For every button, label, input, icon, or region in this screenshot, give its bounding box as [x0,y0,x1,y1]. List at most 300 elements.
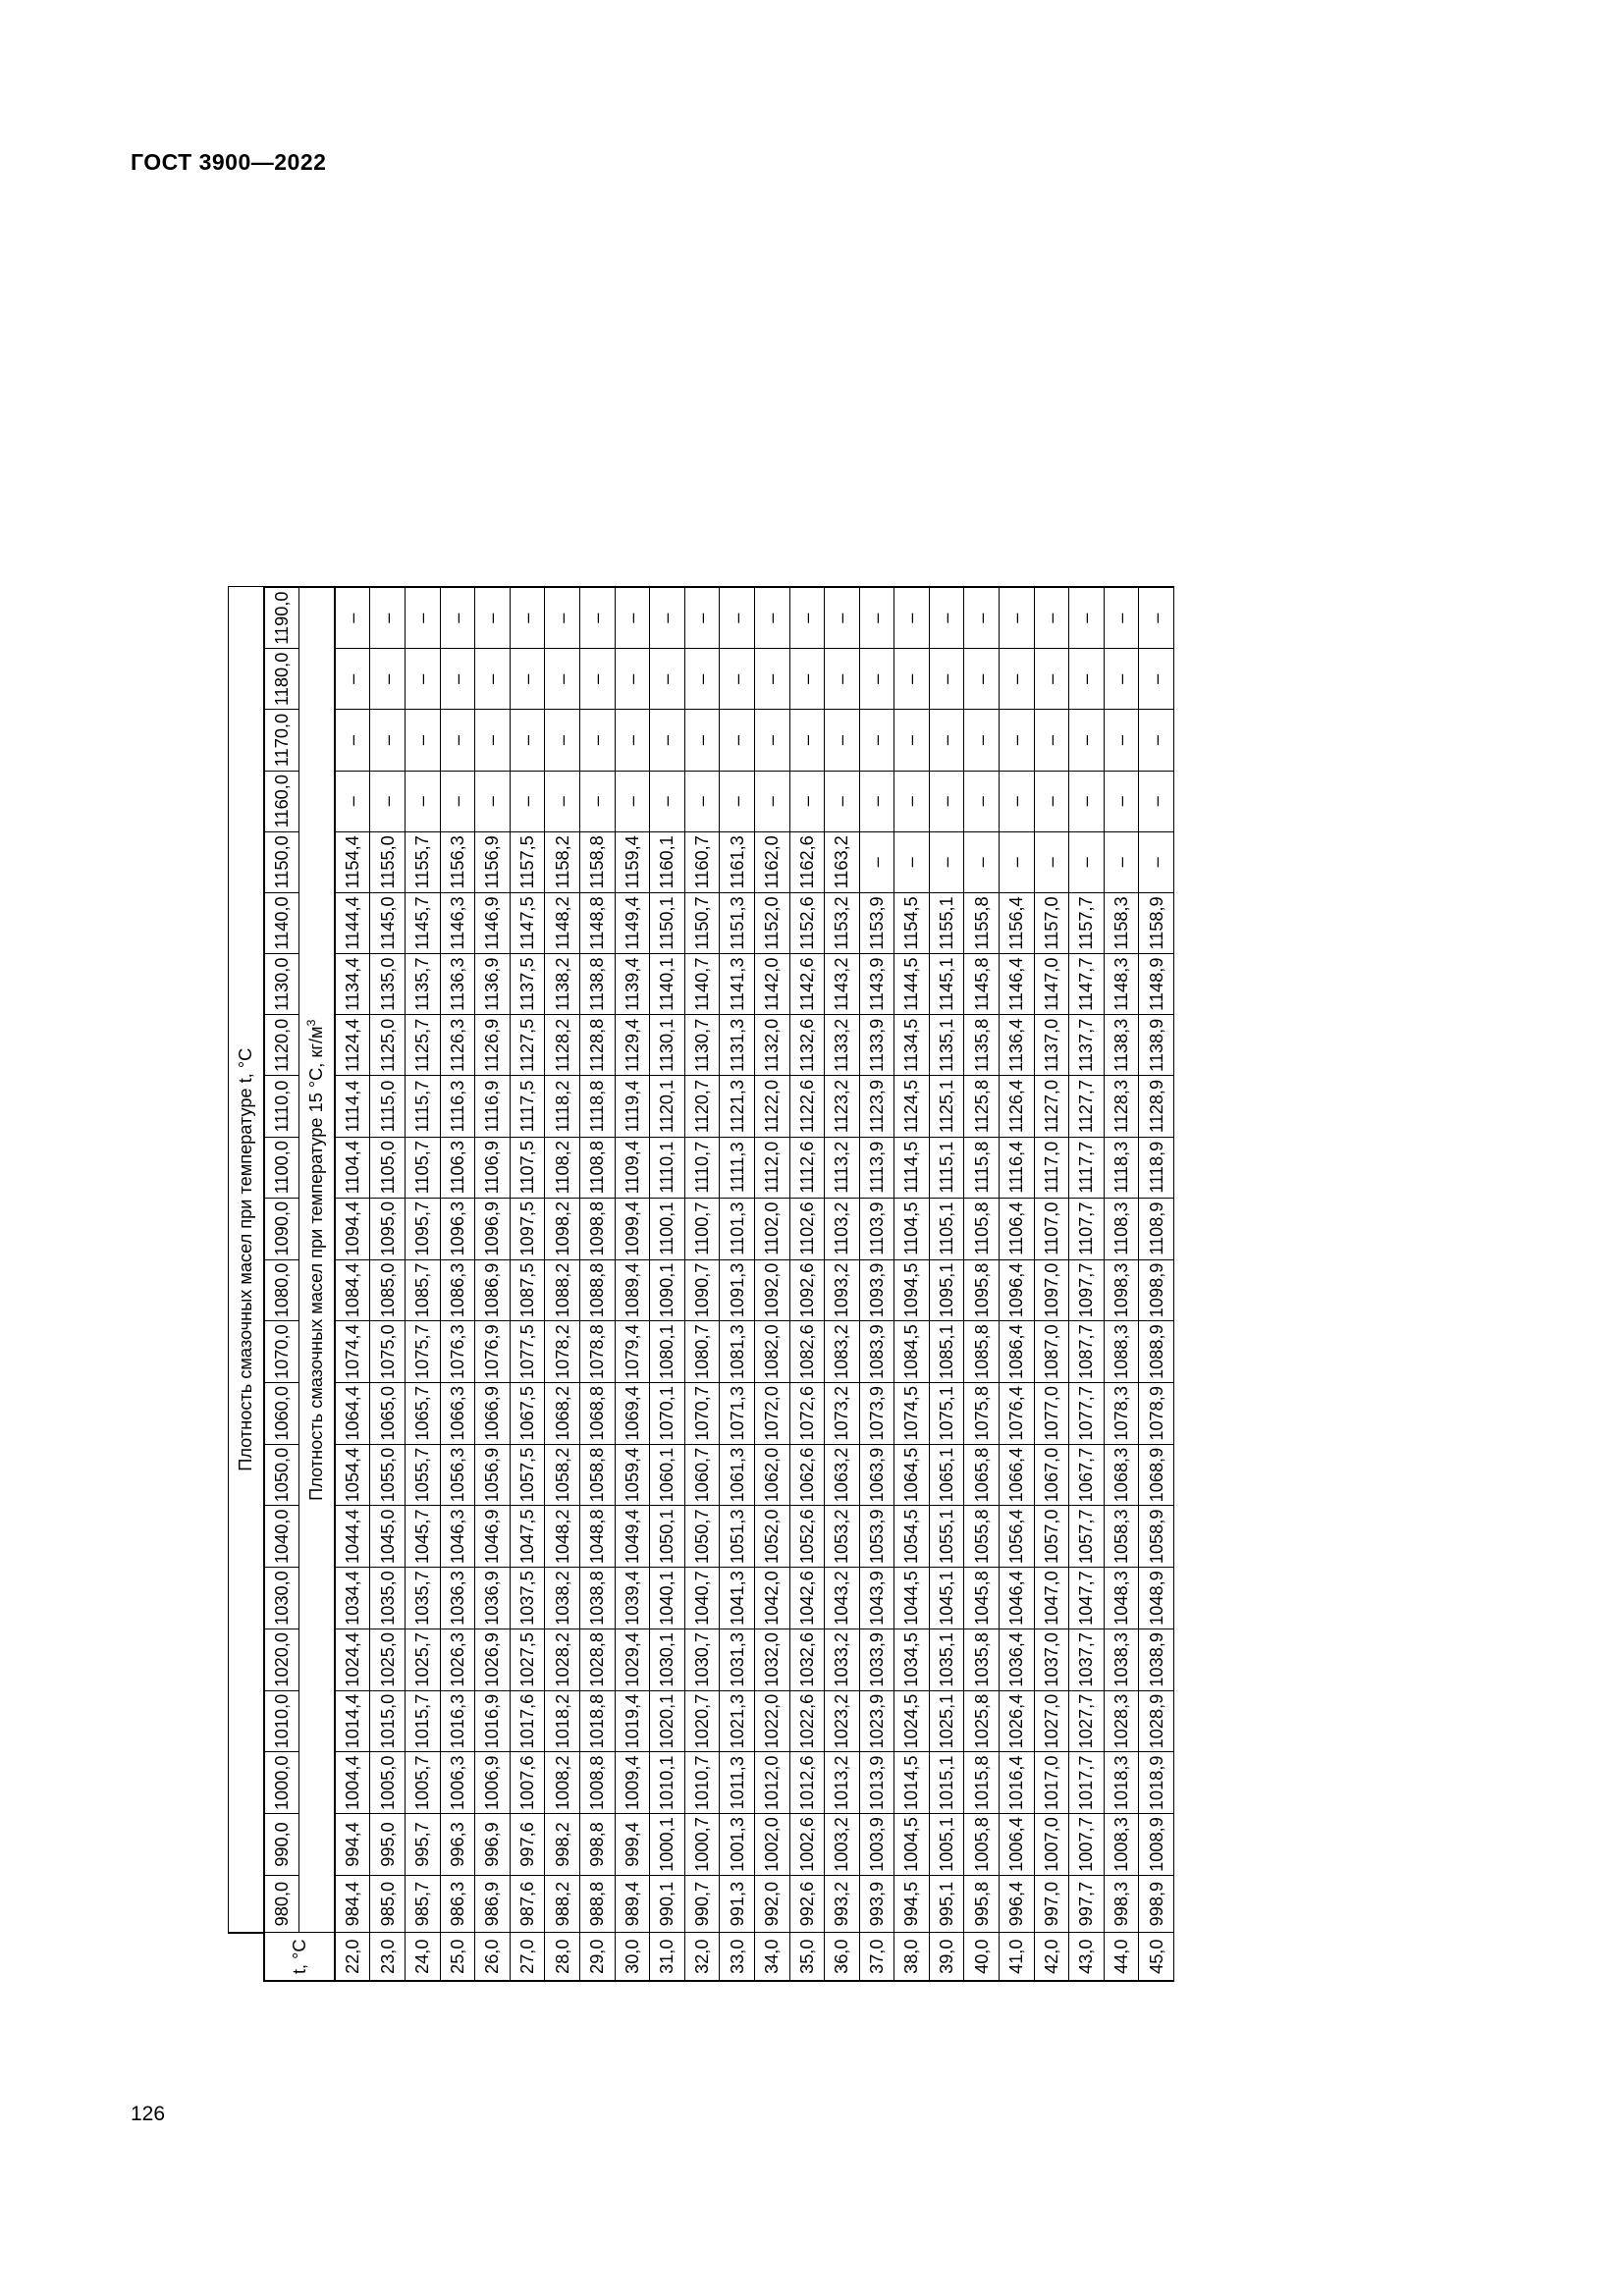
cell-density: 1152,0 [754,892,789,953]
cell-empty: – [720,710,755,771]
group-header-top: Плотность смазочных масел при температуре t, °C [229,587,264,1933]
cell-density: 1020,7 [684,1690,720,1752]
table-row [335,587,370,1981]
cell-density: 1127,0 [1034,1076,1069,1137]
cell-density: 1008,3 [1104,1814,1139,1876]
row-temperature: 27,0 [510,1933,545,1981]
cell-density: 1143,2 [825,954,860,1015]
cell-density: 1158,3 [1104,892,1139,953]
cell-density: 1018,2 [545,1690,580,1752]
cell-density: 1118,9 [1139,1137,1174,1198]
cell-empty: – [1139,587,1174,649]
cell-density: 1102,0 [754,1198,789,1259]
cell-density: 1102,6 [789,1198,825,1259]
cell-density: 990,7 [684,1875,720,1933]
cell-density: 1042,6 [789,1568,825,1629]
cell-empty: – [859,771,894,831]
cell-empty: – [894,831,930,892]
cell-density: 1022,0 [754,1690,789,1752]
cell-empty: – [1139,771,1174,831]
cell-density: 1050,1 [650,1506,685,1568]
cell-density: 1147,7 [1069,954,1105,1015]
cell-density: 1108,3 [1104,1198,1139,1259]
cell-density: 1065,8 [964,1444,1000,1506]
cell-density: 1002,0 [754,1814,789,1876]
cell-density: 1006,4 [1000,1814,1035,1876]
cell-density: 1153,2 [825,892,860,953]
cell-density: 998,3 [1104,1875,1139,1933]
cell-density: 1051,3 [720,1506,755,1568]
cell-density: 1031,3 [720,1629,755,1690]
cell-density: 1086,3 [440,1259,475,1321]
cell-density: 1065,7 [405,1382,440,1444]
cell-density: 1144,4 [335,892,370,953]
cell-empty: – [859,831,894,892]
cell-density: 1131,3 [720,1015,755,1076]
cell-density: 1008,9 [1139,1814,1174,1876]
cell-empty: – [1000,710,1035,771]
cell-density: 1088,8 [579,1259,615,1321]
cell-density: 1122,6 [789,1076,825,1137]
row-temperature: 22,0 [335,1933,370,1981]
cell-density: 1054,5 [894,1506,930,1568]
cell-density: 1145,8 [964,954,1000,1015]
table-row [720,587,755,1981]
cell-density: 1015,8 [964,1752,1000,1814]
cell-density: 1098,3 [1104,1259,1139,1321]
cell-density: 1070,1 [650,1382,685,1444]
column-header: 1060,0 [264,1382,299,1444]
cell-density: 1075,7 [405,1321,440,1383]
cell-density: 1041,3 [720,1568,755,1629]
column-header: 1190,0 [264,587,299,649]
cell-empty: – [335,710,370,771]
cell-empty: – [754,587,789,649]
cell-density: 1037,5 [510,1568,545,1629]
cell-density: 1073,9 [859,1382,894,1444]
cell-density: 1029,4 [615,1629,650,1690]
cell-density: 1111,3 [720,1137,755,1198]
density-table [228,586,1174,1982]
cell-density: 1035,7 [405,1568,440,1629]
cell-density: 1108,9 [1139,1198,1174,1259]
cell-density: 1056,4 [1000,1506,1035,1568]
cell-density: 1125,8 [964,1076,1000,1137]
cell-empty: – [964,831,1000,892]
cell-density: 1115,8 [964,1137,1000,1198]
cell-density: 1118,3 [1104,1137,1139,1198]
column-header: 1120,0 [264,1015,299,1076]
cell-density: 1017,0 [1034,1752,1069,1814]
cell-empty: – [684,710,720,771]
cell-density: 1061,3 [720,1444,755,1506]
standard-header: ГОСТ 3900—2022 [131,149,327,175]
cell-density: 1138,8 [579,954,615,1015]
cell-density: 1128,9 [1139,1076,1174,1137]
cell-empty: – [789,771,825,831]
cell-density: 1096,9 [475,1198,511,1259]
row-temperature: 45,0 [1139,1933,1174,1981]
cell-density: 1076,9 [475,1321,511,1383]
cell-empty: – [684,587,720,649]
cell-density: 1094,4 [335,1198,370,1259]
cell-density: 1065,0 [370,1382,406,1444]
cell-density: 1086,4 [1000,1321,1035,1383]
cell-density: 1034,5 [894,1629,930,1690]
cell-density: 1028,9 [1139,1690,1174,1752]
cell-empty: – [335,587,370,649]
cell-empty: – [929,771,964,831]
table-body [335,587,1174,1981]
cell-density: 987,6 [510,1875,545,1933]
cell-empty: – [964,710,1000,771]
table-row [684,587,720,1981]
cell-density: 1138,9 [1139,1015,1174,1076]
cell-density: 1001,3 [720,1814,755,1876]
cell-density: 1143,9 [859,954,894,1015]
cell-density: 1081,3 [720,1321,755,1383]
cell-density: 1154,4 [335,831,370,892]
cell-density: 1150,1 [650,892,685,953]
cell-density: 1054,4 [335,1444,370,1506]
cell-density: 1035,0 [370,1568,406,1629]
cell-empty: – [440,710,475,771]
cell-density: 1137,0 [1034,1015,1069,1076]
cell-density: 1025,0 [370,1629,406,1690]
cell-density: 1162,0 [754,831,789,892]
table-row [1069,587,1105,1981]
cell-density: 1129,4 [615,1015,650,1076]
column-header: 1110,0 [264,1076,299,1137]
cell-empty: – [405,649,440,710]
cell-density: 1024,4 [335,1629,370,1690]
cell-density: 1088,9 [1139,1321,1174,1383]
cell-density: 1020,1 [650,1690,685,1752]
cell-empty: – [754,649,789,710]
cell-density: 1146,9 [475,892,511,953]
cell-density: 1005,7 [405,1752,440,1814]
cell-empty: – [825,587,860,649]
cell-empty: – [1034,649,1069,710]
cell-density: 1126,4 [1000,1076,1035,1137]
cell-density: 995,0 [370,1814,406,1876]
cell-density: 1093,2 [825,1259,860,1321]
cell-density: 992,6 [789,1875,825,1933]
cell-density: 1004,5 [894,1814,930,1876]
cell-density: 1026,4 [1000,1690,1035,1752]
rotated-table-container [228,586,1174,1982]
cell-density: 994,4 [335,1814,370,1876]
cell-density: 1028,3 [1104,1690,1139,1752]
cell-density: 1084,4 [335,1259,370,1321]
cell-density: 995,1 [929,1875,964,1933]
cell-density: 988,2 [545,1875,580,1933]
cell-density: 1108,2 [545,1137,580,1198]
cell-density: 1067,7 [1069,1444,1105,1506]
cell-density: 1025,7 [405,1629,440,1690]
cell-density: 1040,1 [650,1568,685,1629]
cell-density: 1021,3 [720,1690,755,1752]
cell-density: 1046,4 [1000,1568,1035,1629]
cell-density: 1087,5 [510,1259,545,1321]
cell-density: 1012,0 [754,1752,789,1814]
cell-density: 1053,2 [825,1506,860,1568]
cell-density: 1019,4 [615,1690,650,1752]
table-row [964,587,1000,1981]
cell-density: 1060,7 [684,1444,720,1506]
cell-density: 1120,7 [684,1076,720,1137]
cell-empty: – [1104,831,1139,892]
cell-density: 1068,2 [545,1382,580,1444]
cell-density: 1018,8 [579,1690,615,1752]
cell-density: 1095,8 [964,1259,1000,1321]
cell-density: 995,7 [405,1814,440,1876]
row-temperature: 39,0 [929,1933,964,1981]
cell-density: 1070,7 [684,1382,720,1444]
row-temperature: 30,0 [615,1933,650,1981]
cell-density: 1156,3 [440,831,475,892]
cell-density: 1116,9 [475,1076,511,1137]
cell-density: 1128,2 [545,1015,580,1076]
cell-empty: – [1034,771,1069,831]
cell-empty: – [615,649,650,710]
cell-density: 1033,2 [825,1629,860,1690]
cell-empty: – [440,649,475,710]
cell-density: 1140,1 [650,954,685,1015]
cell-density: 1134,5 [894,1015,930,1076]
cell-density: 1073,2 [825,1382,860,1444]
column-header: 1130,0 [264,954,299,1015]
cell-density: 1000,7 [684,1814,720,1876]
table-row [859,587,894,1981]
table-head [229,587,335,1981]
cell-density: 1066,9 [475,1382,511,1444]
group-header-sub-exponent: 3 [304,1019,319,1027]
row-temperature: 26,0 [475,1933,511,1981]
cell-density: 1013,9 [859,1752,894,1814]
table-row [545,587,580,1981]
cell-density: 1063,2 [825,1444,860,1506]
cell-empty: – [370,649,406,710]
cell-density: 1066,3 [440,1382,475,1444]
cell-density: 1093,9 [859,1259,894,1321]
cell-density: 1107,0 [1034,1198,1069,1259]
cell-empty: – [370,710,406,771]
row-temperature: 32,0 [684,1933,720,1981]
cell-density: 1074,5 [894,1382,930,1444]
cell-density: 1104,5 [894,1198,930,1259]
cell-empty: – [720,771,755,831]
table-row [894,587,930,1981]
cell-density: 1153,9 [859,892,894,953]
cell-empty: – [335,771,370,831]
cell-density: 1050,7 [684,1506,720,1568]
cell-density: 1122,0 [754,1076,789,1137]
cell-empty: – [1000,771,1035,831]
group-header-sub [299,587,335,1933]
cell-density: 1004,4 [335,1752,370,1814]
cell-density: 997,6 [510,1814,545,1876]
cell-density: 995,8 [964,1875,1000,1933]
cell-empty: – [1000,831,1035,892]
cell-empty: – [720,587,755,649]
cell-density: 1106,9 [475,1137,511,1198]
cell-density: 1037,0 [1034,1629,1069,1690]
cell-density: 1092,0 [754,1259,789,1321]
cell-empty: – [370,771,406,831]
table-head-row-subgroup [299,587,335,1981]
row-temperature: 29,0 [579,1933,615,1981]
cell-density: 1030,1 [650,1629,685,1690]
cell-density: 1018,3 [1104,1752,1139,1814]
cell-empty: – [440,771,475,831]
cell-density: 1010,1 [650,1752,685,1814]
cell-density: 1130,1 [650,1015,685,1076]
cell-density: 1125,7 [405,1015,440,1076]
cell-density: 1074,4 [335,1321,370,1383]
cell-density: 1066,4 [1000,1444,1035,1506]
cell-density: 1007,0 [1034,1814,1069,1876]
cell-density: 1014,4 [335,1690,370,1752]
cell-density: 1046,3 [440,1506,475,1568]
cell-density: 1097,0 [1034,1259,1069,1321]
cell-density: 996,3 [440,1814,475,1876]
cell-density: 1036,4 [1000,1629,1035,1690]
cell-density: 1032,6 [789,1629,825,1690]
cell-empty: – [1139,831,1174,892]
cell-density: 1058,9 [1139,1506,1174,1568]
cell-density: 1133,2 [825,1015,860,1076]
row-temperature: 38,0 [894,1933,930,1981]
table-row [1000,587,1035,1981]
cell-density: 1077,0 [1034,1382,1069,1444]
cell-density: 1024,5 [894,1690,930,1752]
cell-empty: – [440,587,475,649]
table-row [789,587,825,1981]
cell-empty: – [545,771,580,831]
cell-empty: – [1069,649,1105,710]
cell-empty: – [859,649,894,710]
cell-density: 1077,5 [510,1321,545,1383]
cell-density: 1124,4 [335,1015,370,1076]
cell-density: 1142,0 [754,954,789,1015]
cell-density: 1045,1 [929,1568,964,1629]
cell-density: 1056,3 [440,1444,475,1506]
cell-density: 1108,8 [579,1137,615,1198]
table-head-row-columns [264,587,299,1981]
cell-density: 1003,9 [859,1814,894,1876]
cell-density: 994,5 [894,1875,930,1933]
cell-empty: – [789,587,825,649]
cell-empty: – [475,771,511,831]
cell-density: 1048,8 [579,1506,615,1568]
cell-empty: – [545,587,580,649]
cell-density: 988,8 [579,1875,615,1933]
cell-density: 1068,9 [1139,1444,1174,1506]
cell-density: 1126,9 [475,1015,511,1076]
cell-density: 1038,3 [1104,1629,1139,1690]
cell-density: 1135,7 [405,954,440,1015]
cell-density: 1135,1 [929,1015,964,1076]
cell-density: 1127,5 [510,1015,545,1076]
column-header: 1150,0 [264,831,299,892]
cell-density: 1057,5 [510,1444,545,1506]
table-row [510,587,545,1981]
cell-density: 1016,9 [475,1690,511,1752]
cell-density: 1058,3 [1104,1506,1139,1568]
cell-density: 1118,2 [545,1076,580,1137]
cell-density: 1084,5 [894,1321,930,1383]
column-header: 990,0 [264,1814,299,1876]
cell-density: 1072,0 [754,1382,789,1444]
column-header: 980,0 [264,1875,299,1933]
cell-density: 1030,7 [684,1629,720,1690]
cell-empty: – [405,710,440,771]
cell-density: 1137,5 [510,954,545,1015]
cell-density: 1116,4 [1000,1137,1035,1198]
cell-empty: – [1000,649,1035,710]
cell-empty: – [1139,649,1174,710]
cell-density: 1155,7 [405,831,440,892]
cell-empty: – [1139,710,1174,771]
cell-empty: – [510,649,545,710]
cell-density: 1114,5 [894,1137,930,1198]
cell-density: 1142,6 [789,954,825,1015]
cell-density: 1136,9 [475,954,511,1015]
cell-density: 1135,0 [370,954,406,1015]
cell-density: 1068,8 [579,1382,615,1444]
cell-density: 1006,9 [475,1752,511,1814]
row-temperature: 25,0 [440,1933,475,1981]
cell-density: 1026,3 [440,1629,475,1690]
cell-density: 1155,0 [370,831,406,892]
cell-density: 1013,2 [825,1752,860,1814]
cell-density: 1047,7 [1069,1568,1105,1629]
cell-density: 1039,4 [615,1568,650,1629]
cell-empty: – [894,649,930,710]
cell-density: 986,3 [440,1875,475,1933]
cell-density: 1123,9 [859,1076,894,1137]
cell-density: 1075,0 [370,1321,406,1383]
cell-density: 1136,4 [1000,1015,1035,1076]
cell-empty: – [475,649,511,710]
cell-density: 998,8 [579,1814,615,1876]
cell-density: 1115,0 [370,1076,406,1137]
cell-empty: – [510,587,545,649]
cell-density: 1110,1 [650,1137,685,1198]
cell-density: 1138,2 [545,954,580,1015]
cell-density: 1146,3 [440,892,475,953]
cell-density: 1009,4 [615,1752,650,1814]
cell-density: 1037,7 [1069,1629,1105,1690]
cell-density: 1052,0 [754,1506,789,1568]
table-row [1104,587,1139,1981]
cell-density: 1124,5 [894,1076,930,1137]
cell-density: 1147,5 [510,892,545,953]
cell-density: 1016,4 [1000,1752,1035,1814]
cell-density: 1098,2 [545,1198,580,1259]
cell-density: 1094,5 [894,1259,930,1321]
cell-density: 1053,9 [859,1506,894,1568]
cell-density: 998,9 [1139,1875,1174,1933]
cell-empty: – [1034,587,1069,649]
cell-density: 1117,5 [510,1076,545,1137]
cell-density: 1098,9 [1139,1259,1174,1321]
row-temperature: 28,0 [545,1933,580,1981]
cell-density: 1096,4 [1000,1259,1035,1321]
column-header: 1000,0 [264,1752,299,1814]
cell-density: 1047,0 [1034,1568,1069,1629]
